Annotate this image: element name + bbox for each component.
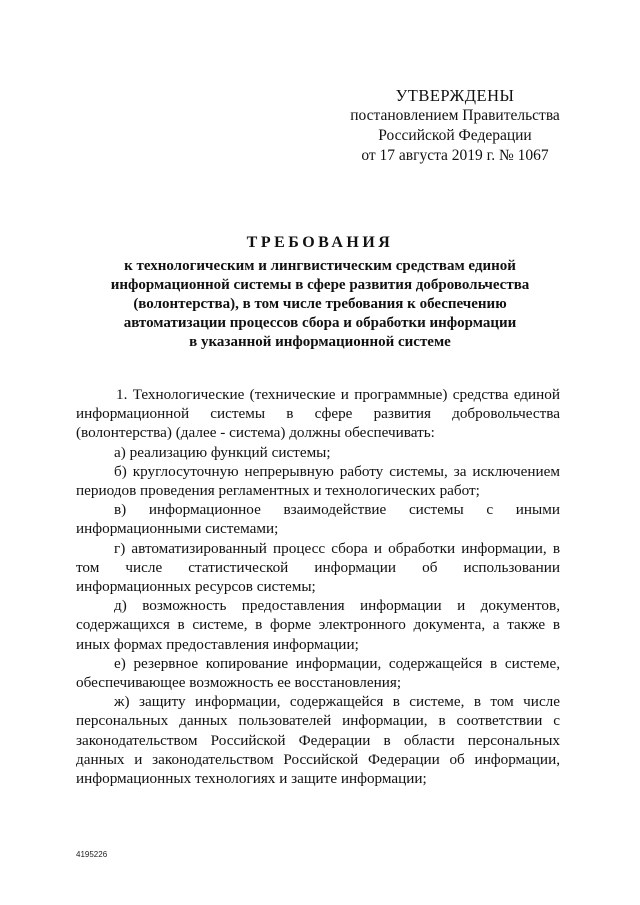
document-title: ТРЕБОВАНИЯ [246,234,394,251]
clause-d: д) возможность предоставления информации и документов, содержащихся в системе, в форме электронного документа, а также в иных формах предоставления информации; [76,597,560,653]
clause-e: е) резервное копирование информации, содержащейся в системе, обеспечивающее возможность ее восстановления; [76,654,560,692]
clause-zh: ж) защиту информации, содержащейся в системе, в том числе персональных данных пользователей информации, в соответствии с законодательством Российской Федерации в области персональных данных и законодательством Российской Федерации об информации, информационных технологиях и защите информации; [76,693,560,788]
approval-line: Российской Федерации [378,127,532,144]
subtitle-line: (волонтерства), в том числе требования к обеспечению [133,296,507,312]
clause-a: а) реализацию функций системы; [114,443,331,461]
clause-v: в) информационное взаимодействие системы с иными информационными системами; [76,501,560,538]
document-code: 4195226 [76,850,108,859]
subtitle-line: в указанной информационной системе [189,334,451,350]
subtitle-line: информационной системы в сфере развития добровольчества [110,277,530,293]
clause-b: б) круглосуточную непрерывную работу системы, за исключением периодов проведения регламентных и технологических работ; [76,462,560,500]
subtitle-line: автоматизации процессов сбора и обработки информации [123,315,517,331]
clause-g: г) автоматизированный процесс сбора и обработки информации, в том числе статистической информации об использовании информационных ресурсов системы; [76,539,560,596]
document-subtitle [100,257,540,352]
approval-date-number: от 17 августа 2019 г. № 1067 [361,147,549,164]
clause-1: 1. Технологические (технические и программные) средства единой информационной системы в сфере развития добровольчества (волонтерства) (далее - система) должны обеспечивать: [76,386,560,442]
approval-heading: УТВЕРЖДЕНЫ [395,86,515,105]
subtitle-line: к технологическим и лингвистическим средствам единой [124,258,516,274]
document-body [76,385,560,788]
approval-line: постановлением Правительства [350,107,560,124]
approval-stamp [340,86,570,166]
